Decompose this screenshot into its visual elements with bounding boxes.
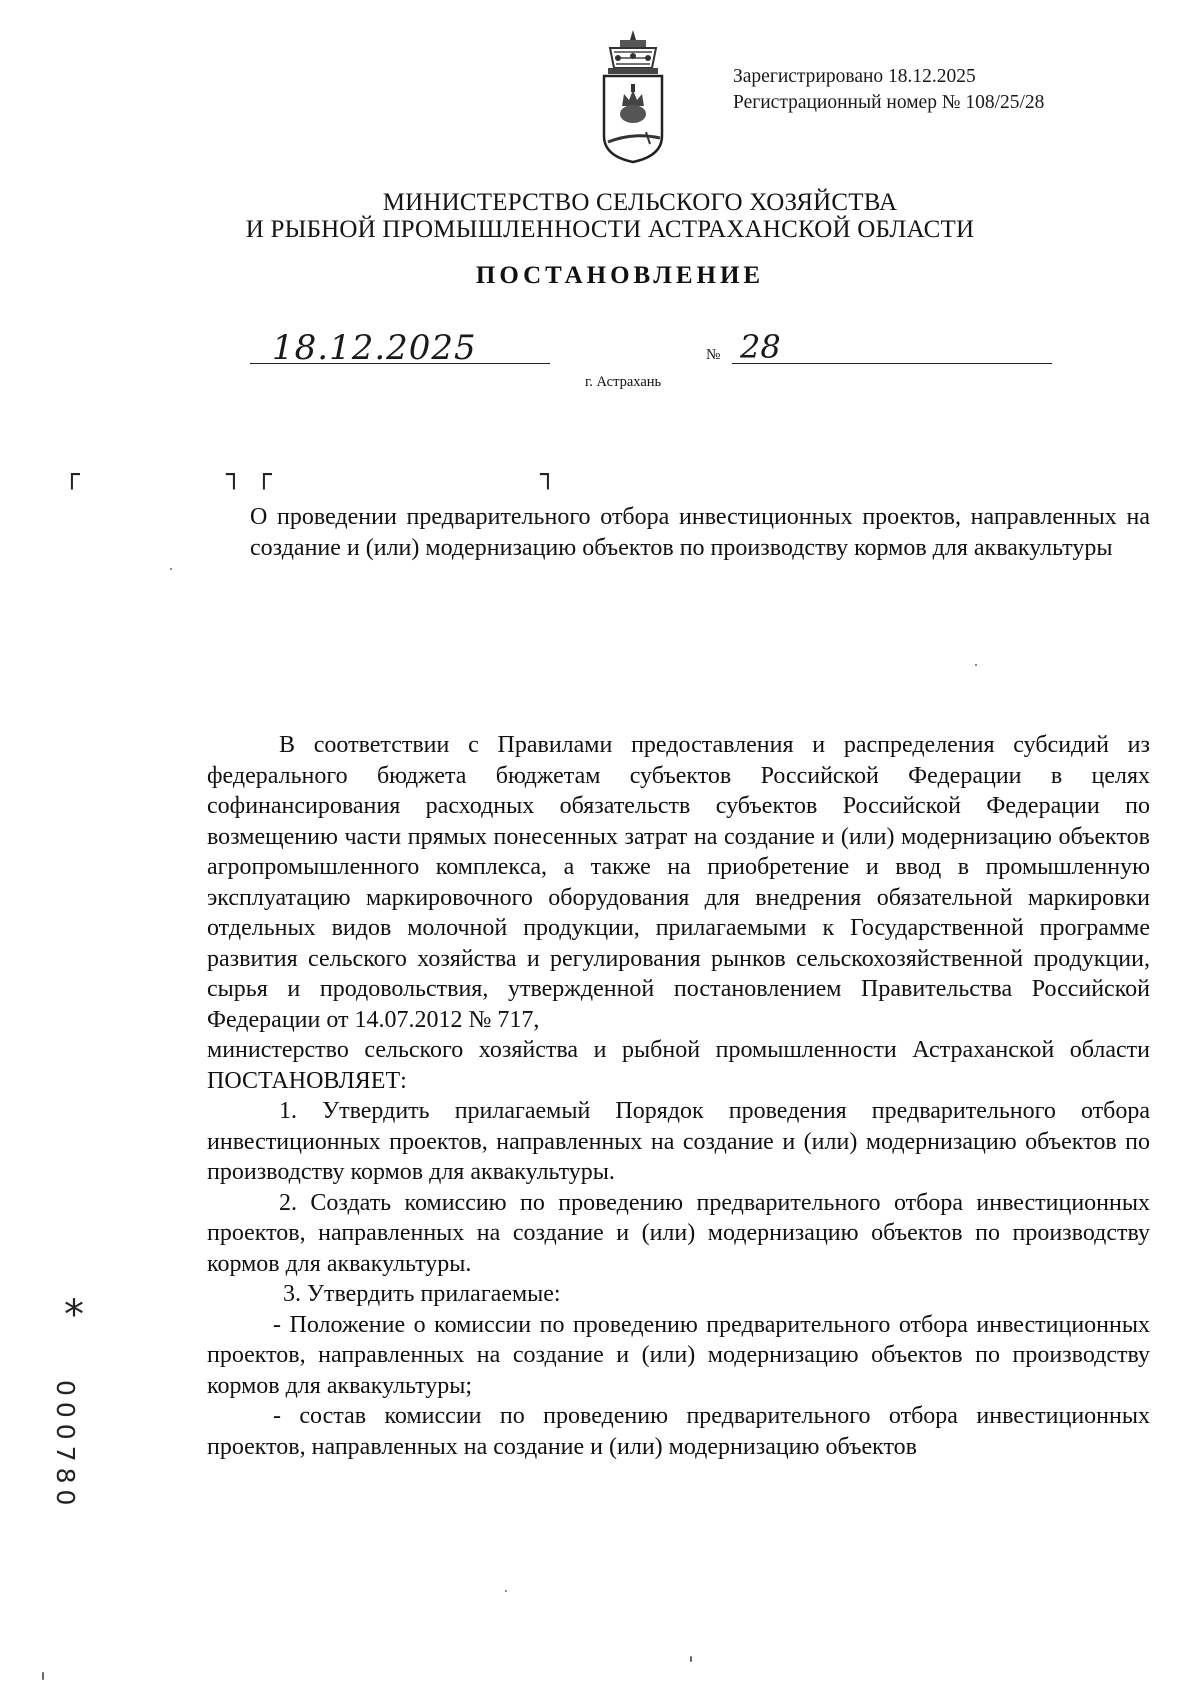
- item-3-a: - Положение о комиссии по проведению предварительного отбора инвестиционных проектов, направленных на создание и (или) модернизацию объектов по производству кормов для аквакультуры;: [207, 1311, 1150, 1399]
- resolves-paragraph: министерство сельского хозяйства и рыбной промышленности Астраханской области ПОСТАНОВЛЯЕТ:: [207, 1037, 1150, 1094]
- bracket-top-left-b: ┌: [256, 460, 272, 490]
- item-3-b: - состав комиссии по проведению предварительного отбора инвестиционных проектов, направленных на создание и (или) модернизацию объектов: [207, 1403, 1150, 1460]
- registration-stamp: [733, 64, 1044, 116]
- item-3: 3. Утвердить прилагаемые:: [283, 1281, 561, 1307]
- registration-number: Регистрационный номер № 108/25/28: [733, 92, 1045, 113]
- document-type: ПОСТАНОВЛЕНИЕ: [475, 262, 765, 289]
- document-title: О проведении предварительного отбора инвестиционных проектов, направленных на создание и (или) модернизацию объектов по производству кормов для аквакультуры: [250, 504, 1150, 561]
- item-1: 1. Утвердить прилагаемый Порядок проведения предварительного отбора инвестиционных проектов, направленных на создание и (или) модернизацию объектов по производству кормов для аквакультуры.: [207, 1098, 1150, 1185]
- margin-asterisk: *: [64, 1292, 84, 1338]
- date-underline: [250, 362, 550, 364]
- scan-speck: [690, 1656, 692, 1662]
- document-body: [207, 730, 1150, 1462]
- registration-date: Зарегистрировано 18.12.2025: [733, 66, 976, 87]
- scan-speck: [505, 1590, 507, 1592]
- coat-of-arms-icon: [598, 28, 668, 168]
- bracket-top-left: ┌: [64, 460, 80, 490]
- preamble-paragraph: В соответствии с Правилами предоставления и распределения субсидий из федерального бюджета бюджетам субъектов Российской Федерации в целях софинансирования расходных обязательств субъектов Российской Федерации по возмещению части прямых понесенных затрат на создание и (или) модернизацию объектов агропромышленного комплекса, а также на приобретение и ввод в промышленную эксплуатацию маркировочного оборудования для внедрения обязательной маркировки отдельных видов молочной продукции, прилагаемыми к Государственной программе развития сельского хозяйства и регулирования рынков сельскохозяйственной продукции, сырья и продовольствия, утвержденной постановлением Правительства Российской Федерации от 14.07.2012 № 717,: [207, 732, 1150, 1033]
- ministry-name-line1: МИНИСТЕРСТВО СЕЛЬСКОГО ХОЗЯЙСТВА: [382, 189, 898, 216]
- bracket-top-right-a: ┐: [226, 460, 242, 490]
- scan-speck: [170, 568, 172, 570]
- item-2: 2. Создать комиссию по проведению предварительного отбора инвестиционных проектов, направленных на создание и (или) модернизацию объектов по производству кормов для аквакультуры.: [207, 1189, 1150, 1277]
- number-underline: [732, 362, 1052, 364]
- bracket-top-right-b: ┐: [540, 460, 556, 490]
- number-label: №: [706, 347, 721, 363]
- document-number: 28: [740, 328, 781, 366]
- scan-speck: [975, 664, 977, 666]
- margin-serial-number: 000780: [51, 1380, 80, 1512]
- ministry-name-line2: И РЫБНОЙ ПРОМЫШЛЕННОСТИ АСТРАХАНСКОЙ ОБЛАСТИ: [245, 216, 975, 243]
- scan-speck: [42, 1672, 44, 1680]
- document-city: г. Астрахань: [585, 374, 662, 390]
- document-date: 18.12.2025: [272, 328, 477, 368]
